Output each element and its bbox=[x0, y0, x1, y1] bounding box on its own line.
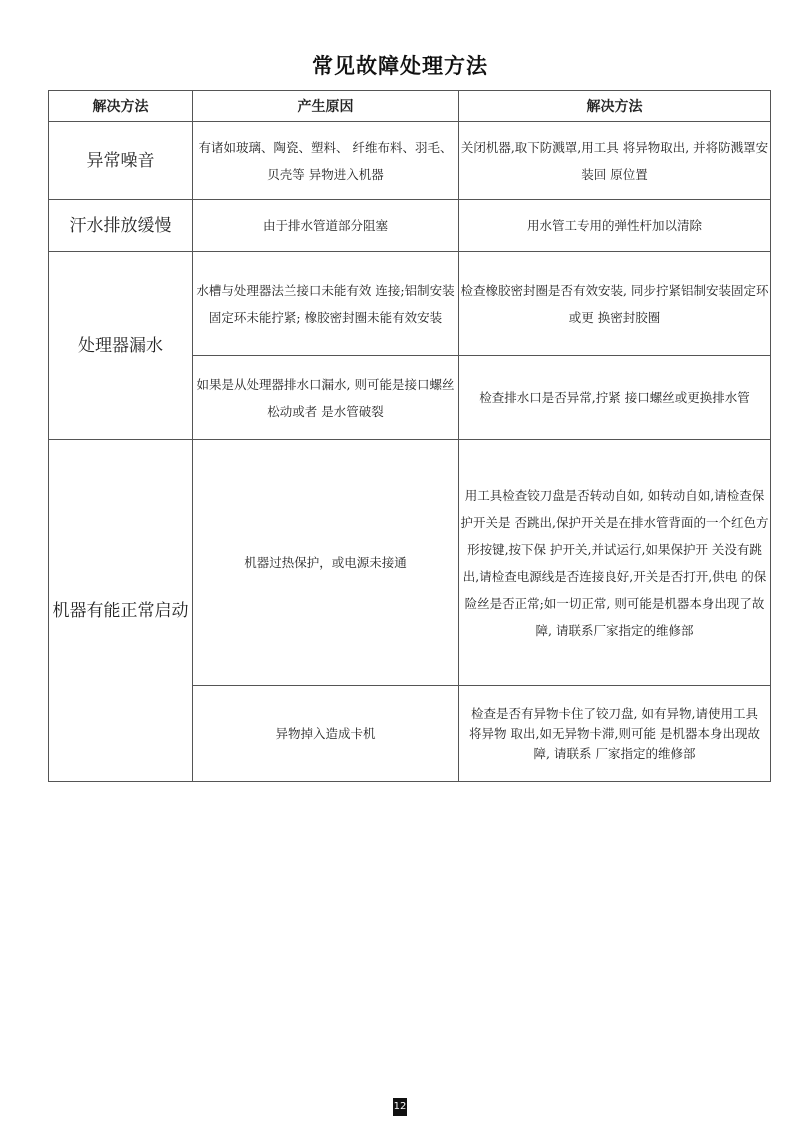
solution-cell: 检查橡胶密封圈是否有效安装, 同步拧紧铝制安装固定环或更 换密封胶圈 bbox=[459, 252, 771, 356]
cause-cell: 水槽与处理器法兰接口未能有效 连接;铝制安装固定环未能拧紧; 橡胶密封圈未能有效安装 bbox=[193, 252, 459, 356]
table-row bbox=[49, 200, 771, 252]
page-title: 常见故障处理方法 bbox=[312, 54, 488, 78]
cause-cell: 机器过热保护，或电源未接通 bbox=[193, 440, 459, 686]
header-cause: 产生原因 bbox=[193, 91, 459, 122]
cause-cell: 如果是从处理器排水口漏水, 则可能是接口螺丝松动或者 是水管破裂 bbox=[193, 356, 459, 440]
solution-cell: 检查排水口是否异常,拧紧 接口螺丝或更换排水管 bbox=[459, 356, 771, 440]
fault-name: 汗水排放缓慢 bbox=[49, 200, 193, 252]
page-number: 12 bbox=[393, 1098, 407, 1116]
fault-name: 机器有能正常启动 bbox=[49, 440, 193, 782]
solution-cell: 检查是否有异物卡住了铰刀盘, 如有异物,请使用工具将异物 取出,如无异物卡滞,则可能 是机器本身出现故障, 请联系 厂家指定的维修部 bbox=[459, 686, 771, 782]
solution-cell: 关闭机器,取下防溅罩,用工具 将异物取出, 并将防溅罩安装回 原位置 bbox=[459, 122, 771, 200]
table-row bbox=[49, 440, 771, 686]
cause-cell: 异物掉入造成卡机 bbox=[193, 686, 459, 782]
solution-cell: 用水管工专用的弹性杆加以清除 bbox=[459, 200, 771, 252]
fault-name: 处理器漏水 bbox=[49, 252, 193, 440]
header-fault: 解决方法 bbox=[49, 91, 193, 122]
table-row bbox=[49, 122, 771, 200]
table-header-row bbox=[49, 91, 771, 122]
fault-table bbox=[48, 90, 771, 782]
cause-cell: 有诸如玻璃、陶瓷、塑料、 纤维布料、羽毛、贝壳等 异物进入机器 bbox=[193, 122, 459, 200]
solution-cell: 用工具检查铰刀盘是否转动自如, 如转动自如,请检查保护开关是 否跳出,保护开关是在排水管背面的一个红色方形按键,按下保 护开关,并试运行,如果保护开 关没有跳出,请检查电源线是否连接良好,开关是否打开,供电 的保险丝是否正常;如一切正常, 则可能是机器本身出现了故障, 请联系厂家指定的维修部 bbox=[459, 440, 771, 686]
table-row bbox=[49, 252, 771, 356]
header-solution: 解决方法 bbox=[459, 91, 771, 122]
cause-cell: 由于排水管道部分阻塞 bbox=[193, 200, 459, 252]
fault-name: 异常噪音 bbox=[49, 122, 193, 200]
